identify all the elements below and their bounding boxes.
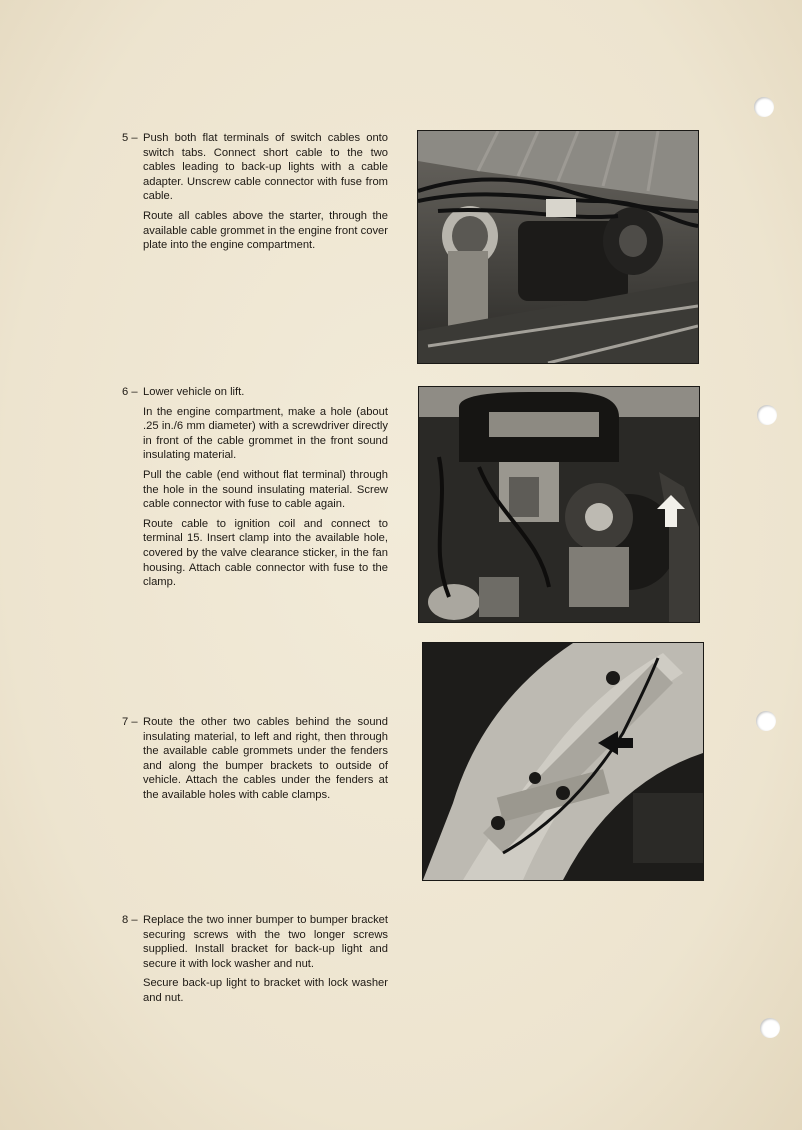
step-6 [122,385,388,595]
step-8-paragraph-2: Secure back-up light to bracket with lock washer and nut. [143,977,388,1004]
binder-hole [760,1018,780,1038]
step-6-paragraph-1: 6 – Lower vehicle on lift. [122,386,245,398]
step-8-paragraph-1: 8 – Replace the two inner bumper to bumper bracket securing screws with the two longer screws supplied. Install bracket for back-up light and secure it with lock washer and nut. [122,914,388,970]
step-7-paragraph-1: 7 – Route the other two cables behind the sound insulating material, to left and right, then through the available cable grommets under the fenders and along the bumper brackets to outside of vehicle. Attach the cables under the fenders at the available holes with cable clamps. [122,716,388,801]
step-7 [122,715,388,808]
step-6-paragraph-2: In the engine compartment, make a hole (about .25 in./6 mm diameter) with a screwdriver directly in front of the cable grommet in the front sound insulating material. [143,405,388,462]
starter-wiring-photo [418,131,698,363]
step-5-paragraph-1: 5 – Push both flat terminals of switch cables onto switch tabs. Connect short cable to the two cables leading to back-up lights with a cable adapter. Unscrew cable connector with fuse from cable. [122,132,388,203]
step-8 [122,913,388,1011]
step-6-paragraph-3: Pull the cable (end without flat terminal) through the hole in the sound insulating material. Screw cable connector with fuse to cable again. [143,468,388,511]
binder-hole [757,405,777,425]
step-5 [122,131,388,258]
step-number: 5 – [122,132,138,144]
step-6-paragraph-4: Route cable to ignition coil and connect to terminal 15. Insert clamp into the available hole, covered by the valve clearance sticker, in the fan housing. Attach cable connector with fuse to the clamp. [143,517,388,589]
step-number: 8 – [122,914,138,926]
binder-hole [754,97,774,117]
binder-hole [756,711,776,731]
step-number: 7 – [122,716,138,728]
engine-compartment-photo [419,387,699,622]
fender-bumper-bracket-photo [423,643,703,880]
step-number: 6 – [122,386,138,398]
step-5-paragraph-2: Route all cables above the starter, through the available cable grommet in the engine front cover plate into the engine compartment. [143,209,388,252]
